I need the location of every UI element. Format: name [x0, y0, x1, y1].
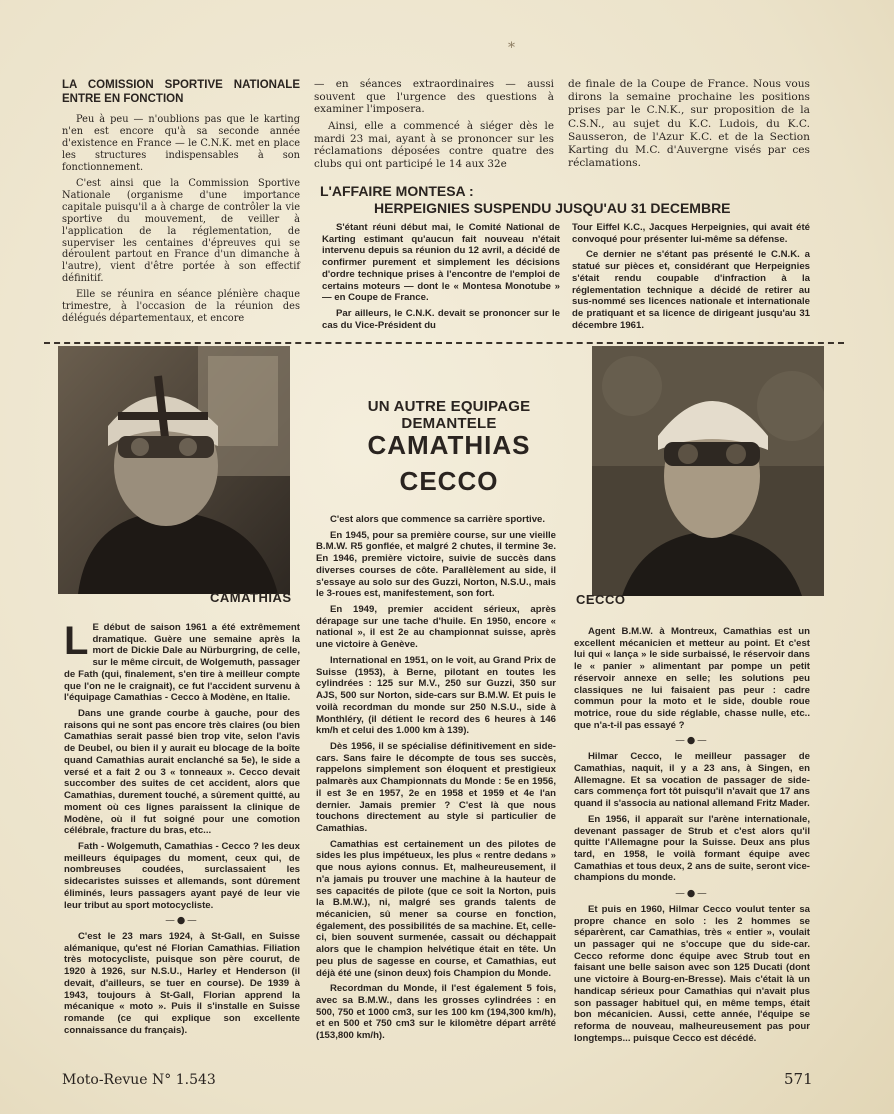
cecco-photo — [592, 346, 824, 596]
feature-title-1: CAMATHIAS — [367, 430, 531, 460]
col2-p2: En 1945, pour sa première course, sur une vieille B.M.W. R5 gonflée, et malgré 2 chutes, il termine 3e. En 1946, première victoire, suivie de succès dans diverses courses de côte. Parallèlement au side, il s'essaye au solo sur des Guzzi, Norton, N.S.U., mais le 3-roues est, manifestement, son fort. — [316, 529, 556, 600]
montesa-p2: Par ailleurs, le C.N.K. devait se prononcer sur le cas du Vice-Président du — [322, 308, 560, 331]
montesa-title-1: L'AFFAIRE MONTESA : — [320, 183, 474, 199]
col1-separator: —●— — [165, 915, 199, 927]
col2-p3: En 1949, premier accident sérieux, après dérapage sur une tache d'huile. En 1950, encore « national », il est 2e au championnat suisse, après une victoire à Genève. — [316, 604, 556, 651]
commission-col-2 — [314, 78, 554, 175]
camathias-photo — [58, 346, 290, 594]
col2-p5: Dès 1956, il se spécialise définitivement en side-cars. Sans faire le décompte de tous ses succès, rappelons simplement son éloquent et prestigieux palmarès aux Championnats du Monde : 5e en 1956, il est 3e en 1957, 2e en 1958 et 1959 et 4e l'an dernier. Jamais premier ? C'est là que nous touchons directement au style si particulier de Camathias. — [316, 740, 556, 834]
montesa-p1: S'étant réuni début mai, le Comité National de Karting estimant qu'aucun fait nouveau n'était intervenu depuis sa réunion du 12 avril, a décidé de confirmer purement et simplement les décisions d'ordre technique prises à l'encontre de l'emploi de certains moteurs — dont le « Montesa Monotube » — en Coupe de France. — [322, 222, 560, 304]
footer-right: 571 — [784, 1070, 813, 1088]
caption-left: CAMATHIAS — [210, 590, 292, 605]
commission-col-1 — [62, 78, 300, 329]
commission-p5: Ainsi, elle a commencé à siéger dès le mardi 23 mai, ayant à se prononcer sur les réclamations déposées contre quatre des clubs qui ont participé le 14 aux 32e — [314, 120, 554, 171]
col3-separator-1: —●— — [675, 735, 709, 747]
commission-p1: Peu à peu — n'oublions pas que le karting n'en est encore qu'à sa seconde année d'existence en France — le C.N.K. met en place les structures indispensables à son fonctionnement. — [62, 114, 300, 173]
top-mark: * — [508, 40, 515, 56]
col1-p3: Fath - Wolgemuth, Camathias - Cecco ? les deux meilleurs équipages du moment, ceux qui, de nombreuses coudées, surclassaient les sidecaristes suisses et allemands, sont dûrement éliminés, leurs passagers ayant payé de leur vie leur tribut au sport motocycliste. — [64, 840, 300, 911]
dropcap: L — [64, 619, 89, 663]
col3-separator-2: —●— — [675, 888, 709, 900]
montesa-col-2 — [572, 222, 810, 335]
col1-p4: C'est le 23 mars 1924, à St-Gall, en Suisse alémanique, qu'est né Florian Camathias. Filiation très motocycliste, puisque son père courut, de 1920 à 1926, sur N.S.U., Harley et Henderson (il devait, d'ailleurs, se tuer en course). De 1939 à 1943, toujours à St-Gall, Florian apprend la mécanique « moto ». Puis il s'installe en Suisse romande (ce qui explique son excellente connaissance du français). — [64, 930, 300, 1036]
commission-p4: — en séances extraordinaires — aussi souvent que l'urgence des questions à examiner l'imposera. — [314, 78, 554, 116]
camathias-portrait-image — [58, 346, 290, 594]
col3-p4: Et puis en 1960, Hilmar Cecco voulut tenter sa propre chance en solo : les 2 hommes se séparèrent, car Camathias, très « entier », voulait un passager qui ne s'occupe que du side-car. Cecco reforme donc équipe avec Strub tout en faisant une belle saison avec son 125 Ducati (dont une victoire à Bourg-en-Bresse). Mais c'était là un handicap sérieux pour Camathias qui n'avait plus son passager habituel qui, en même temps, était bon mécanicien. Aussi, cette année, l'équipe se reforma de nouveau, malheureusement pas pour longtemps... puisque Cecco est décédé. — [574, 903, 810, 1044]
montesa-p3: Tour Eiffel K.C., Jacques Herpeignies, qui avait été convoqué pour présenter lui-même sa défense. — [572, 222, 810, 245]
feature-col-3 — [574, 626, 810, 1048]
col3-p2: Hilmar Cecco, le meilleur passager de Camathias, naquit, il y a 23 ans, à Singen, en Allemagne. Et sa vocation de passager de side-cars commença fort tôt puisqu'il n'avait que 17 ans quand il s'associa au national allemand Fritz Mader. — [574, 751, 810, 810]
feature-col-2 — [316, 514, 556, 1046]
col2-p7: Recordman du Monde, il l'est également 5 fois, avec sa B.M.W., dans les grosses cylindrées : en 500, 750 et 1000 cm3, sur les 100 km (194,300 km/h), et en 500 et 750 cm3 sur le kilomètre départ arrêté (153,800 km/h). — [316, 983, 556, 1042]
commission-p2: C'est ainsi que la Commission Sportive Nationale (organisme d'une importance capitale puisqu'il a à charge de contrôler la vie sportive du mouvement, de veiller à l'application de la réglementation, de superviser les centaines d'épreuves qui se déroulent partout en France d'un dimanche à l'autre), vient d'être portée à son effectif définitif. — [62, 177, 300, 285]
feature-kicker: UN AUTRE EQUIPAGE DEMANTELE — [367, 398, 531, 432]
col2-p4: International en 1951, on le voit, au Grand Prix de Suisse (1953), à Berne, pilotant en toutes les cylindrées : 125 sur M.V., 250 sur Guzzi, 350 sur AJS, 500 sur Norton, side-cars sur B.M.W. Et puis le voilà recordman du monde sur 250 N.S.U., side à Monthléry, (il détient le record des 6 heures à 146 km/h et celui des 1.000 km à 139). — [316, 654, 556, 737]
caption-right: CECCO — [576, 592, 626, 607]
section-divider — [44, 342, 844, 344]
col2-p1: C'est alors que commence sa carrière sportive. — [330, 514, 546, 525]
commission-p3: Elle se réunira en séance plénière chaque trimestre, à l'occasion de la réunion des délégués départementaux, et encore — [62, 289, 300, 325]
col1-p2: Dans une grande courbe à gauche, pour des raisons qui ne sont pas encore très claires (ou bien Camathias serait passé bien trop vite, selon l'avis de Deubel, ou bien il y aurait eu blocage de la boîte quand Camathias aurait enclanché sa 5e), le side a versé et a fait 2 ou 3 « tonneaux ». Cecco devait succomber des suites de cet accident, alors que Camathias, durement touché, a sûrement quitté, au moment où ces lignes paraissent la clinique de Modène, où il fut soigné pour une comotion célébrale, fracture du bras, etc... — [64, 708, 300, 837]
col1-p1 — [64, 619, 300, 704]
cecco-portrait-image — [592, 346, 824, 596]
col1-p1-text: E début de saison 1961 a été extrêmement dramatique. Guère une semaine après la mort de Dickie Dale au Nürburgring, de celle, sur le même circuit, de Wolgemuth, passager de Fath (qui, finalement, s'en tire à meilleur compte que l'on ne le craignait), ce fut l'accident survenu à l'équipage Camathias - Cecco à Modène, en Italie. — [64, 622, 300, 704]
montesa-title-2: HERPEIGNIES SUSPENDU JUSQU'AU 31 DECEMBRE — [374, 200, 731, 216]
commission-p6: de finale de la Coupe de France. Nous vous dirons la semaine prochaine les positions prises par le C.N.K., sur proposition de la C.S.N., au sujet du K.C. Ludois, du K.C. Sausseron, de l'Azur K.C. et de la Section Karting du M.C. d'Auvergne visés par ces réclamations. — [568, 78, 810, 170]
col3-p3: En 1956, il apparaît sur l'arène internationale, devenant passager de Strub et c'est alors qu'il quitte l'Allemagne pour la Suisse. Deux ans plus tard, en 1958, le voilà formant équipe avec Camathias et tous deux, 2 ans de suite, seront vice-champions du monde. — [574, 813, 810, 884]
col3-p1: Agent B.M.W. à Montreux, Camathias est un excellent mécanicien et metteur au point. Et c'est lui qui « lança » le side surbaissé, le réservoir dans le « panier » alimentant par pompe un petit réservoir annexe en selle; les solutions peu classiques ne lui faisaient pas peur : cadre commun pour la moto et le side, double roue motrice, roue du side réglable, chasse nulle, etc.. que n'a-t-il pas essayé ? — [574, 626, 810, 731]
feature-col-1 — [64, 619, 300, 1040]
montesa-col-1 — [322, 222, 560, 335]
commission-title: LA COMISSION SPORTIVE NATIONALE ENTRE EN FONCTION — [62, 79, 300, 105]
footer-left: Moto-Revue N° 1.543 — [62, 1072, 216, 1088]
commission-col-3 — [568, 78, 810, 174]
col2-p6: Camathias est certainement un des pilotes de sides les plus impétueux, les plus « rentre dedans » que nous ayions connus. Et, malheureusement, il n'a jamais pu trouver une machine à la hauteur de ses capacités de pilote (que ce soit la Norton, puis la B.M.W.), ni, malgré ses grands talents de mécanicien, sû mener sa course en fonction, également, des possibilités de sa machine. Et, celle-ci, bien souvent surmenée, cassait ou déchappait alors que le champion helvétique était en tête. Un peu plus de sagesse en course, et Camathias, eut déjà été une (sinon deux) fois Champion du Monde. — [316, 838, 556, 979]
feature-title-2: CECCO — [399, 466, 499, 496]
montesa-p4: Ce dernier ne s'étant pas présenté le C.N.K. a statué sur pièces et, considérant que Herpeignies s'était rendu coupable d'infraction à la réglementation technique a décidé de retirer au sus-nommé ses licences nationale et internationale de pratiquant et sa licence de dirigeant jusqu'au 31 décembre 1961. — [572, 249, 810, 331]
